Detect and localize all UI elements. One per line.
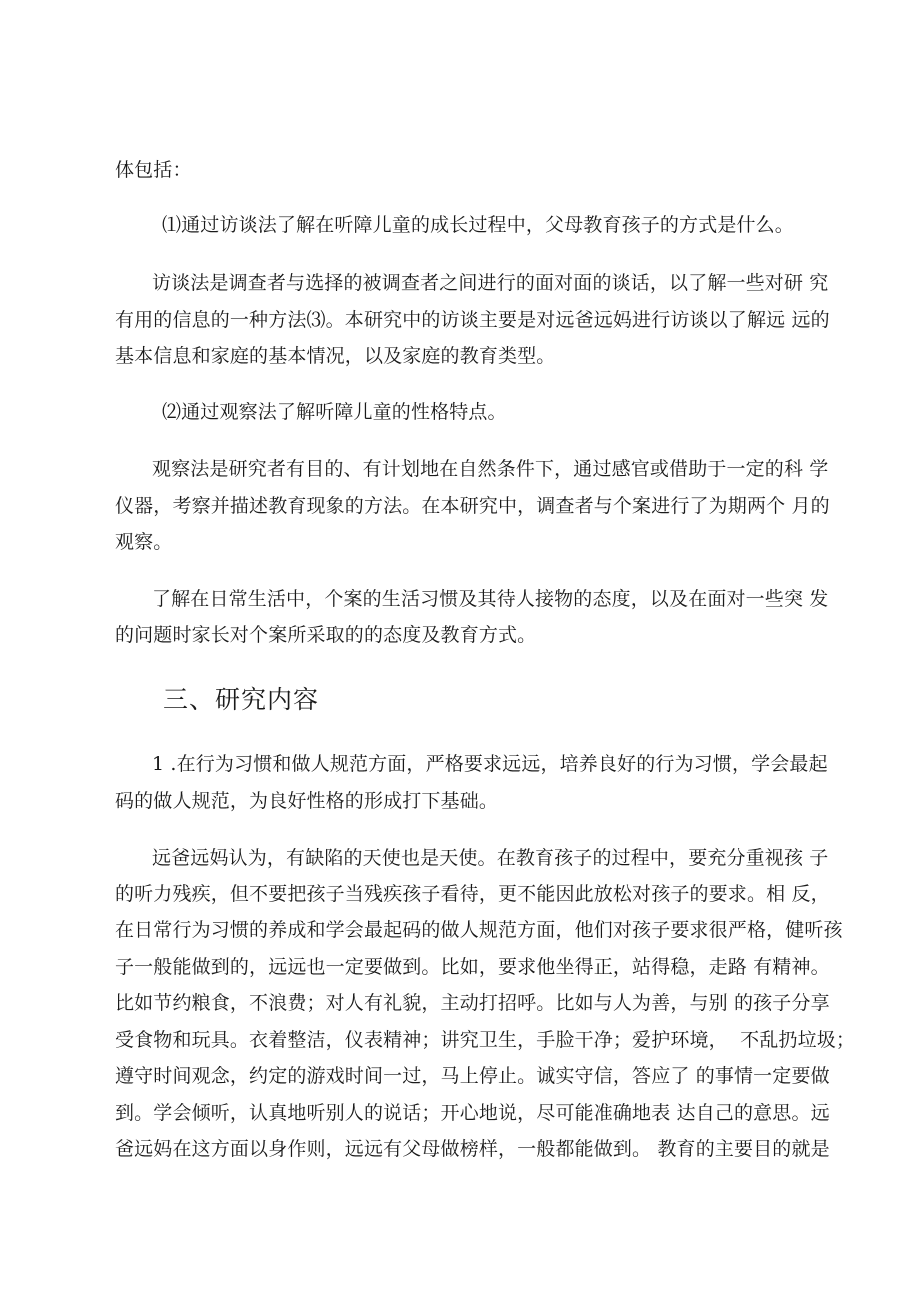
paragraph-observation-line-3: 观察。 (115, 531, 173, 553)
paragraph-daily-line-1: 了解在日常生活中，个案的生活习惯及其待人接物的态度，以及在面对一些突 发 (152, 588, 829, 610)
paragraph-parents-line-1: 远爸远妈认为，有缺陷的天使也是天使。在教育孩子的过程中，要充分重视孩 子 (152, 847, 829, 869)
paragraph-observation-line-1: 观察法是研究者有目的、有计划地在自然条件下，通过感官或借助于一定的科 学 (152, 458, 829, 480)
paragraph-interview-line-3: 基本信息和家庭的基本情况，以及家庭的教育类型。 (115, 345, 556, 367)
paragraph-interview-line-1: 访谈法是调查者与选择的被调查者之间进行的面对面的谈话，以了解一些对研 究 (152, 272, 829, 294)
method-item-1: ⑴通过访谈法了解在听障儿童的成长过程中，父母教育孩子的方式是什么。 (162, 214, 794, 236)
paragraph-parents-line-2: 的听力残疾，但不要把孩子当残疾孩子看待，更不能因此放松对孩子的要求。相 反， (115, 883, 830, 905)
section-heading: 三、研究内容 (163, 685, 320, 714)
paragraph-observation-line-2: 仪器，考察并描述教育现象的方法。在本研究中，调查者与个案进行了为期两个 月的 (115, 495, 830, 517)
paragraph-interview-line-2: 有用的信息的一种方法⑶。本研究中的访谈主要是对远爸远妈进行访谈以了解远 远的 (115, 309, 830, 331)
paragraph-parents-line-6: 受食物和玩具。衣着整洁，仪表精神；讲究卫生，手脸干净；爱护环境， 不乱扔垃圾； (115, 1029, 856, 1051)
content-item-1-line-2: 码的做人规范，为良好性格的形成打下基础。 (115, 790, 499, 812)
paragraph-parents-line-5: 比如节约粮食，不浪费；对人有礼貌，主动打招呼。比如与人为善，与别 的孩子分享 (115, 992, 830, 1014)
paragraph-parents-line-8: 到。学会倾听，认真地听别人的说话；开心地说，尽可能准确地表 达自己的意思。远 (115, 1102, 830, 1124)
paragraph-parents-line-9: 爸远妈在这方面以身作则，远远有父母做榜样，一般都能做到。 教育的主要目的就是 (115, 1138, 830, 1160)
paragraph-parents-line-3: 在日常行为习惯的养成和学会最起码的做人规范方面，他们对孩子要求很严格，健听孩 (115, 919, 843, 941)
paragraph-parents-line-7: 遵守时间观念，约定的游戏时间一过，马上停止。诚实守信，答应了 的事情一定要做 (115, 1065, 830, 1087)
method-item-2: ⑵通过观察法了解听障儿童的性格特点。 (162, 401, 507, 423)
text-line-continuation: 体包括： (115, 159, 192, 181)
content-item-1-line-1: 1 .在行为习惯和做人规范方面，严格要求远远，培养良好的行为习惯，学会最起 (152, 753, 828, 775)
paragraph-parents-line-4: 子一般能做到的，远远也一定要做到。比如，要求他坐得正，站得稳，走路 有精神。 (115, 956, 830, 978)
paragraph-daily-line-2: 的问题时家长对个案所采取的的态度及教育方式。 (115, 624, 537, 646)
